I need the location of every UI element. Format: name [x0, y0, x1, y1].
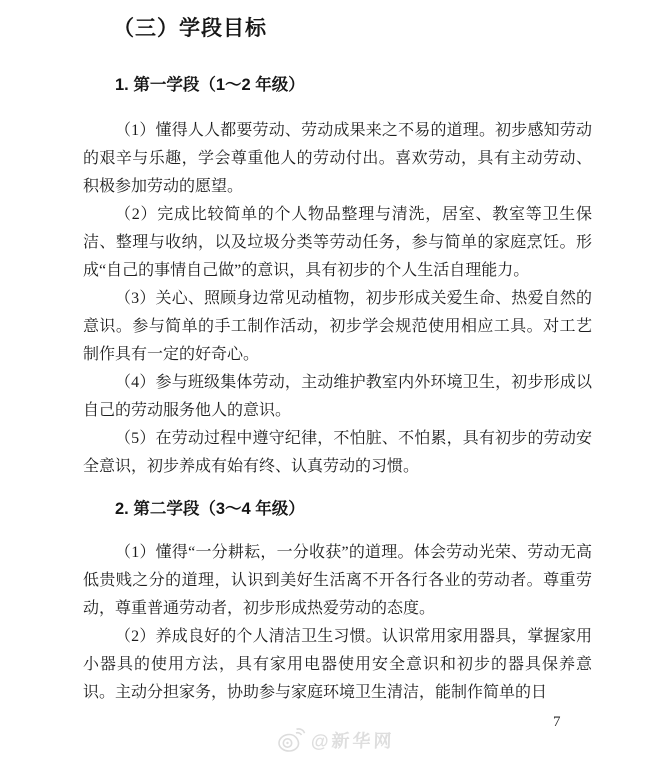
watermark-text: @新华网 — [310, 731, 395, 751]
section-1-paragraphs — [83, 117, 592, 481]
body-paragraph: （4）参与班级集体劳动，主动维护教室内外环境卫生，初步形成以自己的劳动服务他人的意识。 — [83, 374, 592, 419]
weibo-icon — [276, 726, 306, 754]
body-paragraph: （2）完成比较简单的个人物品整理与清洗，居室、教室等卫生保洁、整理与收纳，以及垃圾分类等劳动任务，参与简单的家庭烹饪。形成“自己的事情自己做”的意识，具有初步的个人生活自理能力。 — [83, 206, 592, 279]
section-2-paragraphs — [83, 539, 592, 707]
document-title: （三）学段目标 — [113, 17, 267, 40]
body-paragraph: （2）养成良好的个人清洁卫生习惯。认识常用家用器具，掌握家用小器具的使用方法，具有家用电器使用安全意识和初步的器具保养意识。主动分担家务，协助参与家庭环境卫生清洁，能制作简单的日 — [83, 628, 592, 701]
body-paragraph: （1）懂得“一分耕耘，一分收获”的道理。体会劳动光荣、劳动无高低贵贱之分的道理，认识到美好生活离不开各行各业的劳动者。尊重劳动，尊重普通劳动者，初步形成热爱劳动的态度。 — [83, 544, 592, 617]
page-number: 7 — [553, 714, 561, 730]
body-paragraph: （3）关心、照顾身边常见动植物，初步形成关爱生命、热爱自然的意识。参与简单的手工制作活动，初步学会规范使用相应工具。对工艺制作具有一定的好奇心。 — [83, 290, 592, 363]
section-heading-stage-1: 1. 第一学段（1～2 年级） — [115, 76, 305, 94]
section-heading-stage-2: 2. 第二学段（3～4 年级） — [115, 500, 305, 518]
body-paragraph: （1）懂得人人都要劳动、劳动成果来之不易的道理。初步感知劳动的艰辛与乐趣，学会尊重他人的劳动付出。喜欢劳动，具有主动劳动、积极参加劳动的愿望。 — [83, 122, 592, 195]
watermark — [276, 726, 395, 754]
document-content — [83, 0, 592, 707]
body-paragraph: （5）在劳动过程中遵守纪律，不怕脏、不怕累，具有初步的劳动安全意识，初步养成有始有终、认真劳动的习惯。 — [83, 430, 592, 475]
